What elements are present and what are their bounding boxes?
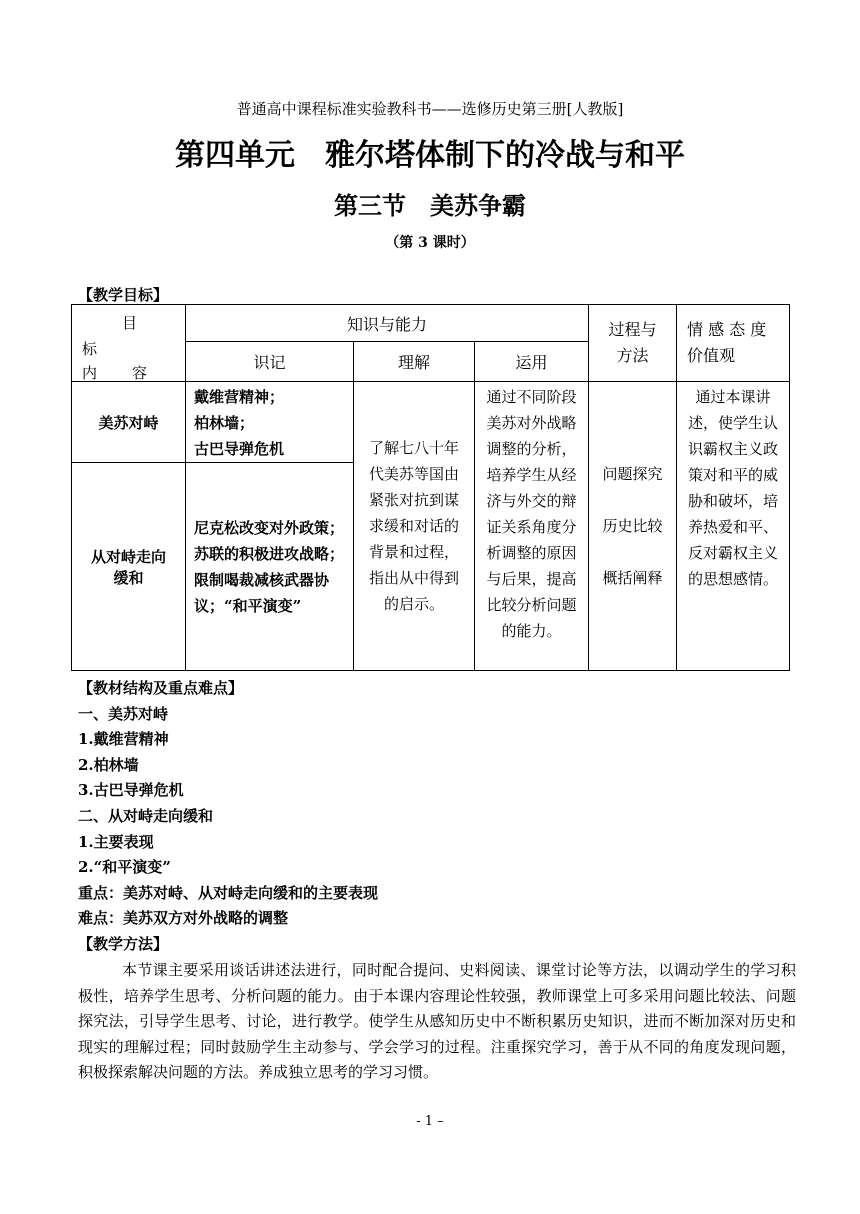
structure-heading: 【教材结构及重点难点】 (78, 679, 244, 697)
process-content (589, 382, 677, 671)
structure-section (78, 676, 798, 958)
lesson-period: （第 3 课时） (385, 235, 475, 251)
page-number: - 1 – (416, 1114, 444, 1129)
methods-heading: 【教学方法】 (78, 934, 169, 953)
recall-header: 识记 (186, 342, 354, 382)
key-points-line: 重点：美苏对峙、从对峙走向缓和的主要表现 (78, 883, 379, 902)
understand-content: 了解七八十年代美苏等国由紧张对抗到谋求缓和对话的背景和过程，指出从中得到的启示。 (354, 382, 475, 671)
emotion-content: 通过本课讲述，使学生认识霸权主义政策对和平的威胁和破坏，培养热爱和平、反对霸权主义的思想感情。 (677, 382, 790, 671)
section-title: 第三节 美苏争霸 (334, 192, 526, 220)
process-item: 问题探究 (602, 465, 663, 483)
recall-item: 戴维营精神； (194, 388, 285, 406)
process-item: 概括阐释 (602, 569, 663, 587)
difficult-points-line: 难点：美苏双方对外战略的调整 (78, 909, 289, 928)
knowledge-ability-header: 知识与能力 (186, 305, 589, 342)
teaching-goals-heading: 【教学目标】 (78, 286, 169, 304)
structure-line: 3.古巴导弹危机 (78, 781, 184, 800)
process-method-header: 过程与方法 (589, 305, 677, 382)
textbook-series-line: 普通高中课程标准实验教科书——选修历史第三册[人教版] (236, 100, 624, 118)
process-item: 历史比较 (602, 517, 663, 535)
recall-item: 古巴导弹危机 (194, 440, 285, 458)
row-label-confrontation: 美苏对峙 (72, 382, 186, 463)
unit-title: 第四单元 雅尔塔体制下的冷战与和平 (175, 138, 685, 173)
structure-line: 一、美苏对峙 (78, 704, 169, 723)
structure-line: 1.主要表现 (78, 832, 154, 851)
recall-confrontation (186, 382, 354, 463)
apply-content: 通过不同阶段美苏对外战略调整的分析，培养学生从经济与外交的辩证关系角度分析调整的原因与后果，提高比较分析问题的能力。 (475, 382, 589, 671)
corner-mu: 目 (122, 313, 138, 332)
row-label-detente: 从对峙走向缓和 (72, 463, 186, 671)
methods-paragraph: 本节课主要采用谈话讲述法进行，同时配合提问、史料阅读、课堂讨论等方法，以调动学生的学习积极性，培养学生思考、分析问题的能力。由于本课内容理论性较强，教师课堂上可多采用问题比较法、问题探究法，引导学生思考、讨论，进行教学。使学生从感知历史中不断积累历史知识，进而不断加深对历史和现实的理解过程；同时鼓励学生主动参与、学会学习的过程。注重探究学习，善于从不同的角度发现问题，积极探索解决问题的方法。养成独立思考的学习习惯。 (78, 961, 796, 1082)
structure-line: 1.戴维营精神 (78, 730, 169, 749)
understand-header: 理解 (354, 342, 475, 382)
teaching-goals-table (71, 304, 790, 671)
apply-header: 运用 (475, 342, 589, 382)
recall-item: 柏林墙； (194, 414, 255, 432)
structure-line: 2.柏林墙 (78, 755, 139, 774)
corner-rong: 容 (132, 363, 148, 382)
structure-line: 2.“和平演变” (78, 858, 171, 877)
table-corner-header (72, 305, 186, 382)
emotion-values-header: 情 感 态 度价值观 (677, 305, 790, 382)
corner-nei: 内 (82, 363, 98, 382)
corner-biao: 标 (82, 339, 98, 358)
structure-line: 二、从对峙走向缓和 (78, 806, 214, 825)
recall-detente: 尼克松改变对外政策；苏联的积极进攻战略；限制喝裁减核武器协议；“和平演变” (186, 463, 354, 671)
